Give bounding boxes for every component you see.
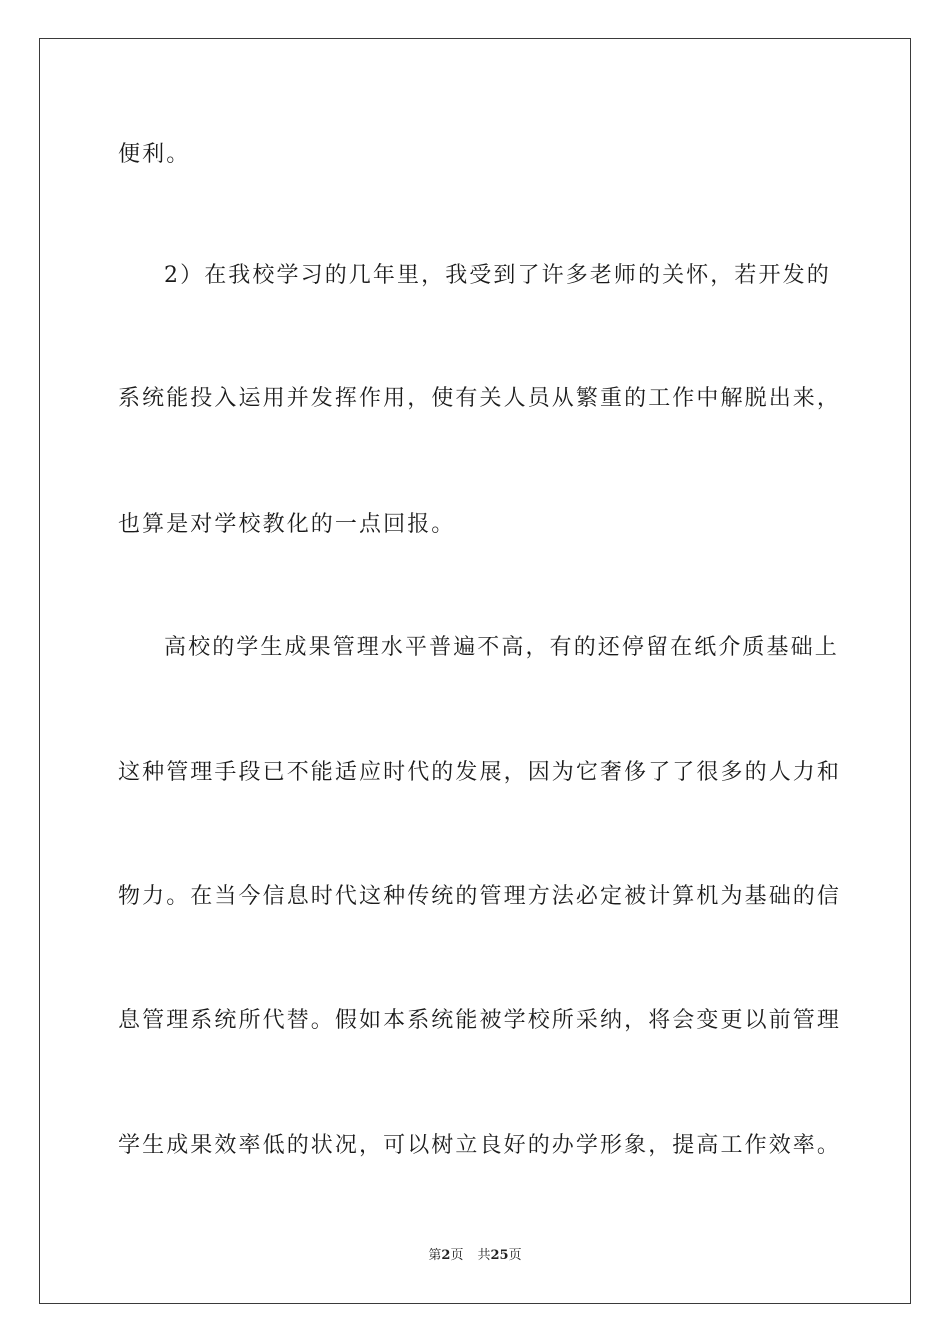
footer-total-suffix: 页 bbox=[508, 1248, 522, 1263]
footer-total-prefix: 共 bbox=[477, 1248, 491, 1263]
footer-total-pages: 25 bbox=[490, 1248, 509, 1263]
text-line-5: 高校的学生成果管理水平普遍不高，有的还停留在纸介质基础上 bbox=[164, 635, 839, 660]
footer-page-number: 2 bbox=[441, 1248, 451, 1263]
text-line-4: 也算是对学校教化的一点回报。 bbox=[118, 512, 456, 537]
page-border bbox=[39, 38, 911, 1304]
text-line-9: 学生成果效率低的状况，可以树立良好的办学形象，提高工作效率。 bbox=[118, 1133, 842, 1158]
text-line-6: 这种管理手段已不能适应时代的发展，因为它奢侈了了很多的人力和 bbox=[118, 760, 842, 785]
text-line-3: 系统能投入运用并发挥作用，使有关人员从繁重的工作中解脱出来， bbox=[118, 386, 842, 411]
footer-page-prefix: 第 bbox=[428, 1248, 442, 1263]
text-line-8: 息管理系统所代替。假如本系统能被学校所采纳，将会变更以前管理 bbox=[118, 1008, 842, 1033]
footer-page-suffix: 页 bbox=[450, 1248, 464, 1263]
text-line-7: 物力。在当今信息时代这种传统的管理方法必定被计算机为基础的信 bbox=[118, 884, 842, 909]
text-line-2: 2）在我校学习的几年里，我受到了许多老师的关怀，若开发的 bbox=[164, 263, 831, 288]
page-footer bbox=[0, 1248, 950, 1264]
text-line-1: 便利。 bbox=[118, 142, 191, 167]
